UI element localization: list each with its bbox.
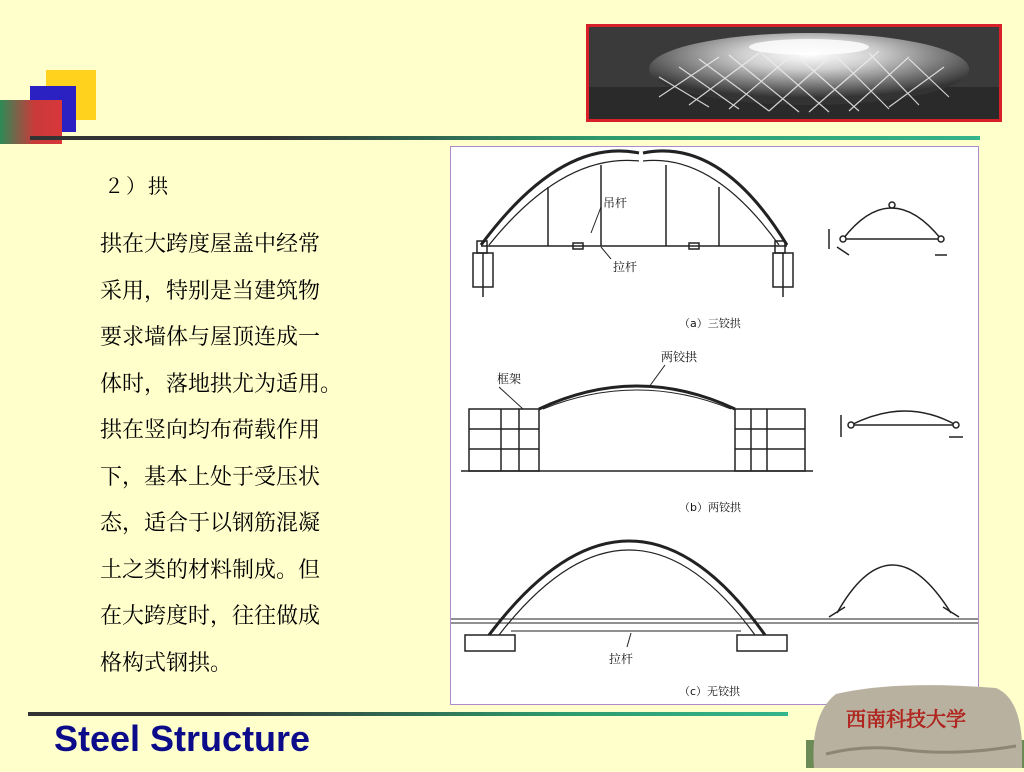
university-logo-text: 西南科技大学 <box>846 707 966 731</box>
header-divider <box>30 136 980 140</box>
body-line: 在大跨度时，往往做成 <box>100 604 321 629</box>
caption-a: （a）三铰拱 <box>679 317 741 330</box>
caption-c: （c）无铰拱 <box>679 685 741 698</box>
section-heading: ２）拱 <box>104 174 170 198</box>
body-line: 要求墙体与屋顶连成一 <box>100 325 321 350</box>
footer-divider <box>28 712 788 716</box>
hanger-label: 吊杆 <box>603 196 628 210</box>
body-line: 体时，落地拱尤为适用。 <box>100 371 343 397</box>
body-line: 拱在竖向均布荷载作用 <box>100 418 321 443</box>
two-hinged-arch-drawing <box>461 365 963 471</box>
fixed-arch-tie-label: 拉杆 <box>609 652 634 666</box>
frame-label: 框架 <box>497 372 522 386</box>
caption-b: （b）两铰拱 <box>679 501 741 514</box>
tie-rod-label: 拉杆 <box>613 260 638 274</box>
university-logo-stone <box>806 684 1024 768</box>
course-title: Steel Structure <box>54 718 311 759</box>
fixed-arch-drawing <box>451 541 978 651</box>
stadium-photo <box>586 24 1002 122</box>
body-paragraph <box>100 222 400 687</box>
body-line: 拱在大跨度屋盖中经常 <box>100 232 321 257</box>
arch-types-figure <box>450 146 979 705</box>
body-line: 态，适合于以钢筋混凝 <box>100 511 321 536</box>
body-line: 格构式钢拱。 <box>100 650 233 676</box>
two-hinged-arch-label: 两铰拱 <box>661 350 698 364</box>
body-line: 下，基本上处于受压状 <box>100 464 321 490</box>
body-line: 土之类的材料制成。但 <box>100 557 321 583</box>
three-hinged-arch-drawing <box>473 151 947 297</box>
body-line: 采用，特别是当建筑物 <box>100 278 321 304</box>
